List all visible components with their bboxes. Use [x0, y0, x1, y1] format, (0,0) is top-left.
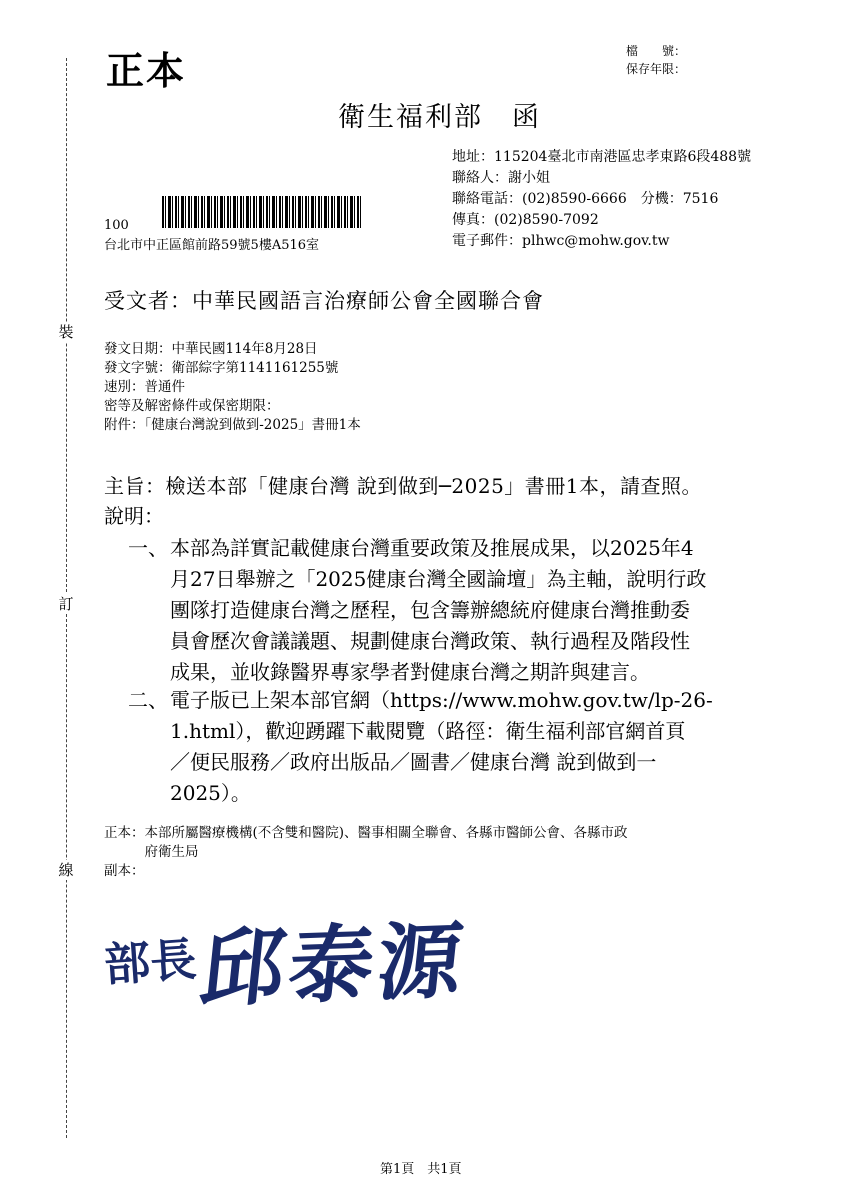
- contact-email: 電子郵件：plhwc@mohw.gov.tw: [452, 233, 670, 249]
- recipient-line: 受文者：中華民國語言治療師公會全國聯合會: [104, 289, 544, 313]
- retention-period: 保存年限：: [626, 62, 687, 76]
- barcode-image: [162, 196, 362, 228]
- binding-mark-stitch: 訂: [54, 594, 78, 614]
- explanation-label: 說明：: [104, 504, 164, 528]
- document-number: 發文字號：衛部綜字第1141161255號: [104, 360, 339, 376]
- original-recipients-line1: 正本：本部所屬醫療機構(不含雙和醫院)、醫事相關全聯會、各縣市醫師公會、各縣市政: [104, 825, 628, 841]
- contact-person: 聯絡人：謝小姐: [452, 170, 550, 186]
- document-title: 衛生福利部 函: [338, 102, 541, 133]
- issue-date: 發文日期：中華民國114年8月28日: [104, 341, 318, 357]
- contact-info: [452, 147, 751, 252]
- original-recipients-line2: 府衛生局: [104, 844, 199, 860]
- subject-line: 主旨：檢送本部「健康台灣 說到做到─2025」書冊1本，請查照。: [104, 474, 703, 498]
- mailing-zip: 100: [104, 218, 129, 233]
- minister-signature-stamp: [102, 898, 472, 1019]
- mailing-address: 台北市中正區館前路59號5樓A516室: [104, 238, 320, 253]
- item-marker-2: 二、: [128, 688, 168, 712]
- contact-fax: 傳真：(02)8590-7092: [452, 212, 599, 228]
- item-1-line: 成果，並收錄醫界專家學者對健康台灣之期許與建言。: [170, 660, 650, 684]
- signature-title: 部長: [102, 931, 198, 992]
- binding-mark-bind: 裝: [54, 322, 78, 342]
- copy-type-label: 正本: [106, 49, 187, 93]
- secrecy-level: 密等及解密條件或保密期限：: [104, 398, 280, 414]
- binding-mark-line: 線: [54, 860, 78, 880]
- item-2-line: ／便民服務／政府出版品／圖書／健康台灣 說到做到一: [170, 750, 657, 774]
- item-1-line: 團隊打造健康台灣之歷程，包含籌辦總統府健康台灣推動委: [170, 598, 690, 622]
- item-1-line: 本部為詳實記載健康台灣重要政策及推展成果，以2025年4: [170, 536, 694, 560]
- item-2-line: 電子版已上架本部官網（https://www.mohw.gov.tw/lp-26-: [170, 688, 713, 712]
- item-2-line: 1.html），歡迎踴躍下載閱覽（路徑：衛生福利部官網首頁: [170, 719, 686, 743]
- item-marker-1: 一、: [128, 536, 168, 560]
- signature-name: 邱泰源: [195, 911, 472, 1019]
- page-number: 第1頁 共1頁: [380, 1162, 462, 1177]
- contact-phone: 聯絡電話：(02)8590-6666 分機：7516: [452, 191, 719, 207]
- distribution-list: [104, 824, 628, 881]
- copy-recipients: 副本：: [104, 863, 145, 879]
- item-1-line: 月27日舉辦之「2025健康台灣全國論壇」為主軸，說明行政: [170, 567, 707, 591]
- contact-address: 地址：115204臺北市南港區忠孝東路6段488號: [452, 149, 752, 165]
- attachment-line: 附件：「健康台灣說到做到-2025」書冊1本: [104, 417, 361, 433]
- archive-number: 檔 號：: [626, 44, 687, 58]
- item-1-line: 員會歷次會議議題、規劃健康台灣政策、執行過程及階段性: [170, 629, 690, 653]
- file-info: [626, 42, 686, 78]
- document-meta: [104, 340, 361, 435]
- item-2-line: 2025）。: [170, 781, 251, 805]
- delivery-speed: 速別：普通件: [104, 379, 185, 395]
